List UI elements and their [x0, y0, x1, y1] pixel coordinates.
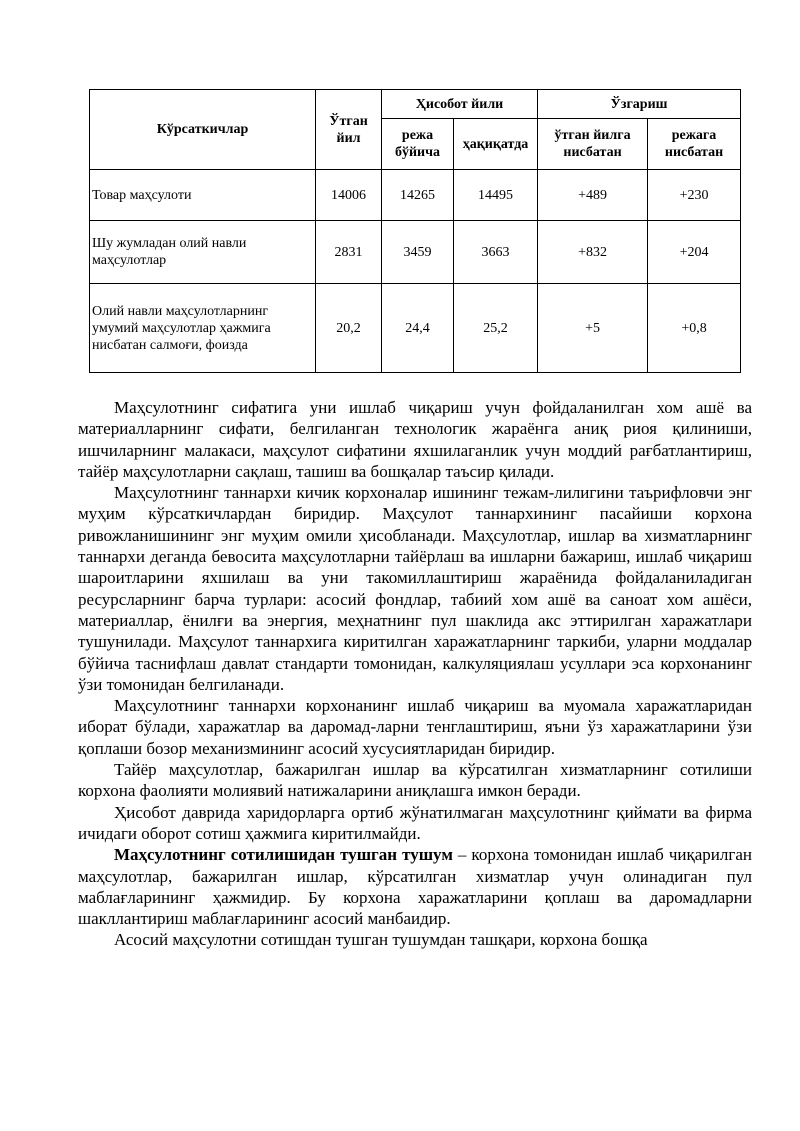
cell-plan: 3459 — [382, 221, 454, 284]
paragraph: Маҳсулотнинг таннархи кичик корхоналар ишининг тежам-лилигини таърифловчи энг муҳим кўрсаткичлардан биридир. Маҳсулот таннархининг пасайиши корхона ривожланишининг энг муҳим омили ҳисобланади. Маҳсулотлар, ишлар ва хизматларнинг таннархи деганда бевосита маҳсулотларни тайёрлаш ва ишларни бажариш, ишлаб чиқариш шароитларини яхшилаш ва уни такомиллаштириш жараёнида фойдаланиладиган ресурсларнинг барча турлари: асосий фондлар, табиий хом ашё ва саноат хом ашёси, материаллар, ёнилғи ва энергия, меҳнатнинг пул шаклида акс эттирилган харажатлари тушунилади. Маҳсулот таннархига киритилган харажатларнинг таркиби, уларни моддалар бўйича таснифлаш давлат стандарти томонидан, калкуляциялаш усуллари эса корхонанинг ўзи томонидан белгиланади. — [78, 483, 752, 694]
header-vs-plan: режага нисбатан — [648, 119, 741, 170]
paragraph: Асосий маҳсулотни сотишдан тушган тушумдан ташқари, корхона бошқа — [114, 930, 648, 950]
term-bold: Маҳсулотнинг сотилишидан тушган тушум — [114, 845, 453, 865]
paragraph: Маҳсулотнинг таннархи корхонанинг ишлаб чиқариш ва муомала харажатларидан иборат бўлади, харажатлар ва даромад-ларни тенглаштириш, яъни ўз харажатларини ўзи қоплаши бозор механизмининг асосий хусусиятларидан биридир. — [78, 696, 752, 758]
cell-plan: 14265 — [382, 170, 454, 221]
cell-vs-plan: +230 — [648, 170, 741, 221]
cell-actual: 14495 — [454, 170, 538, 221]
paragraph: Маҳсулотнинг сифатига уни ишлаб чиқариш учун фойдаланилган хом ашё ва материалларнинг сифати, белгиланган технологик жараёнга аниқ риоя қилиниши, ишчиларнинг малакаси, маҳсулот сифатини яхшилаганлик учун моддий рағбатлантириш, тайёр маҳсулотларни сақлаш, ташиш ва бошқалар таъсир қилади. — [78, 398, 752, 481]
cell-actual: 25,2 — [454, 284, 538, 373]
cell-plan: 24,4 — [382, 284, 454, 373]
cell-vs-prev: +5 — [538, 284, 648, 373]
paragraph: Ҳисобот даврида харидорларга ортиб жўнатилмаган маҳсулотнинг қиймати ва фирма ичидаги оборот сотиш ҳажмига киритилмайди. — [78, 802, 752, 843]
paragraph: Тайёр маҳсулотлар, бажарилган ишлар ва кўрсатилган хизматларнинг сотилиши корхона фаолияти молиявий натижаларини аниқлашга имкон беради. — [78, 760, 752, 801]
row-label: Шу жумладан олий навли маҳсулотлар — [90, 221, 316, 284]
paragraph — [78, 844, 752, 929]
header-vs-prev: ўтган йилга нисбатан — [538, 119, 648, 170]
table-row — [90, 170, 741, 221]
header-prev-year: Ўтган йил — [316, 90, 382, 170]
body-text — [78, 397, 752, 951]
row-label: Товар маҳсулоти — [90, 170, 316, 221]
header-actual: ҳақиқатда — [454, 119, 538, 170]
cell-actual: 3663 — [454, 221, 538, 284]
cell-vs-prev: +832 — [538, 221, 648, 284]
term-definition: – корхона томонидан ишлаб чиқарилган маҳсулотлар, бажарилган ишлар, кўрсатилган хизматлар учун олинадиган пул маблағларининг ҳажмидир. Бу корхона харажатларини қоплаш ва даромадларни шакллантириш маблағларининг асосий манбаидир. — [78, 845, 752, 929]
cell-vs-prev: +489 — [538, 170, 648, 221]
table-row — [90, 221, 741, 284]
header-plan: режа бўйича — [382, 119, 454, 170]
indicators-table — [89, 89, 741, 373]
cell-prev: 2831 — [316, 221, 382, 284]
header-change: Ўзгариш — [538, 90, 741, 119]
table-row — [90, 284, 741, 373]
cell-vs-plan: +0,8 — [648, 284, 741, 373]
header-indicators: Кўрсаткичлар — [90, 90, 316, 170]
row-label: Олий навли маҳсулотларнинг умумий маҳсулотлар ҳажмига нисбатан салмоғи, фоизда — [90, 284, 316, 373]
header-report-year: Ҳисобот йили — [382, 90, 538, 119]
cell-prev: 14006 — [316, 170, 382, 221]
cell-prev: 20,2 — [316, 284, 382, 373]
cell-vs-plan: +204 — [648, 221, 741, 284]
